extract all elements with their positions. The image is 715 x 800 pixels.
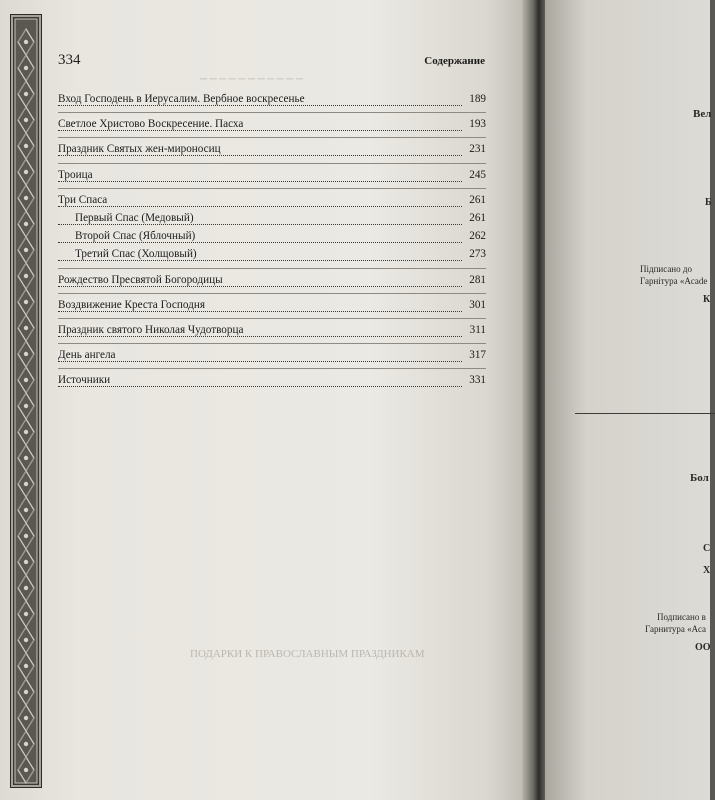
ornament-dot [24, 612, 28, 616]
toc-leader-dots [58, 336, 462, 337]
ornament-dot [24, 196, 28, 200]
toc-separator [58, 343, 486, 344]
right-page-fragment: К [703, 294, 711, 305]
toc-separator [58, 137, 486, 138]
toc-entry-page: 281 [469, 273, 486, 286]
toc-entry-title: Второй Спас (Яблочный) [75, 230, 196, 243]
ornament-dot [24, 716, 28, 720]
ornament-dot [24, 638, 28, 642]
toc-entry [58, 274, 486, 292]
toc-entry [58, 169, 486, 187]
toc-entry [58, 324, 486, 342]
ornament-dot [24, 326, 28, 330]
right-page-fragment: Подписано в [657, 612, 706, 622]
toc-separator [58, 112, 486, 113]
toc-entry-title: Воздвижение Креста Господня [58, 298, 205, 311]
right-page-fragment: Б [705, 197, 712, 208]
toc-entry-page: 331 [469, 374, 486, 387]
ornament-dot [24, 482, 28, 486]
toc-entry-page: 273 [469, 248, 486, 261]
ornament-dot [24, 560, 28, 564]
toc-entry [58, 143, 486, 161]
right-page-fragment: Вел [693, 108, 712, 120]
toc-entry [58, 248, 486, 266]
ornament-dot [24, 170, 28, 174]
toc-entry-title: Рождество Пресвятой Богородицы [58, 273, 223, 286]
ornament-dot [24, 404, 28, 408]
ornament-dot [24, 66, 28, 70]
toc-separator [58, 268, 486, 269]
running-head: Содержание [424, 55, 485, 67]
toc-entry-title: Первый Спас (Медовый) [75, 212, 194, 224]
toc-separator [58, 293, 486, 294]
toc-leader-dots [58, 206, 462, 207]
ornament-dot [24, 248, 28, 252]
toc-leader-dots [58, 361, 462, 362]
page-number: 334 [58, 52, 81, 68]
toc-entry-page: 311 [469, 324, 486, 336]
ornament-dot [24, 144, 28, 148]
toc-entry-title: День ангела [58, 349, 116, 362]
toc-leader-dots [58, 155, 462, 156]
right-page [545, 0, 710, 800]
ornamental-border [10, 14, 42, 788]
toc-entry-title: Три Спаса [58, 193, 108, 206]
toc-entry [58, 194, 486, 212]
toc-leader-dots [58, 311, 462, 312]
toc-entry [58, 230, 486, 248]
toc-leader-dots [58, 181, 462, 182]
toc-separator [58, 368, 486, 369]
toc-entry-title: Вход Господень в Иерусалим. Вербное воскресенье [58, 93, 305, 105]
ornament-dot [24, 378, 28, 382]
toc-entry-title: Праздник святого Николая Чудотворца [58, 324, 244, 336]
divider [575, 413, 715, 414]
ornament-dot [24, 118, 28, 122]
toc-separator [58, 188, 486, 189]
ornament-dot [24, 664, 28, 668]
toc-entry-page: 262 [469, 230, 486, 243]
toc-separator [58, 163, 486, 164]
ornament-dot [24, 352, 28, 356]
right-page-fragment: Бол [690, 472, 709, 484]
ornament-dot [24, 742, 28, 746]
toc-entry-title: Источники [58, 374, 111, 387]
ornament-dot [24, 768, 28, 772]
right-page-fragment: Х [703, 565, 711, 576]
toc-leader-dots [58, 130, 462, 131]
toc-entry [58, 212, 486, 230]
ornament-dot [24, 274, 28, 278]
toc-leader-dots [58, 386, 462, 387]
ornament-dot [24, 456, 28, 460]
toc-entry-page: 261 [469, 193, 486, 206]
bleed-through-heading: ПОДАРКИ К ПРАВОСЛАВНЫМ ПРАЗДНИКАМ [190, 648, 425, 660]
toc-entry-title: Третий Спас (Холщовый) [75, 248, 197, 261]
toc-entry-page: 193 [469, 118, 486, 131]
toc-leader-dots [58, 260, 462, 261]
toc-entry-page: 245 [469, 168, 486, 181]
toc-separator [58, 318, 486, 319]
toc-entry-title: Троица [58, 168, 93, 181]
toc-entry-page: 317 [469, 349, 486, 362]
ornament-dot [24, 508, 28, 512]
bleed-through-text: ─ ─ ─ ─ ─ ─ ─ ─ ─ ─ ─ [200, 74, 303, 85]
toc-leader-dots [58, 105, 462, 106]
ornament-dot [24, 690, 28, 694]
ornament-dot [24, 222, 28, 226]
toc-entry [58, 374, 486, 392]
ornament-dot [24, 92, 28, 96]
right-page-fragment: Гарнитура «Аса [645, 624, 707, 634]
toc-entry [58, 349, 486, 367]
toc-entry-page: 189 [469, 93, 486, 105]
toc-leader-dots [58, 286, 462, 287]
toc-leader-dots [58, 224, 462, 225]
toc-entry-page: 261 [469, 212, 486, 224]
ornament-dot [24, 300, 28, 304]
right-page-fragment: Підписано до [640, 264, 692, 274]
ornament-dot [24, 40, 28, 44]
toc-entry-page: 231 [469, 143, 486, 156]
toc-leader-dots [58, 242, 462, 243]
ornament-dot [24, 534, 28, 538]
right-page-fragment: С [703, 543, 711, 554]
toc-entry [58, 299, 486, 317]
ornament-pattern [11, 15, 41, 787]
ornament-dot [24, 586, 28, 590]
toc-entry [58, 118, 486, 136]
toc-entry [58, 93, 486, 111]
right-page-fragment: Гарнітура «Acade [640, 276, 708, 286]
toc-entry-title: Светлое Христово Воскресение. Пасха [58, 118, 244, 131]
ornament-dot [24, 430, 28, 434]
toc-entry-page: 301 [469, 298, 486, 311]
toc-entry-title: Праздник Святых жен-мироносиц [58, 143, 221, 156]
right-page-fragment: ОО [695, 642, 711, 653]
